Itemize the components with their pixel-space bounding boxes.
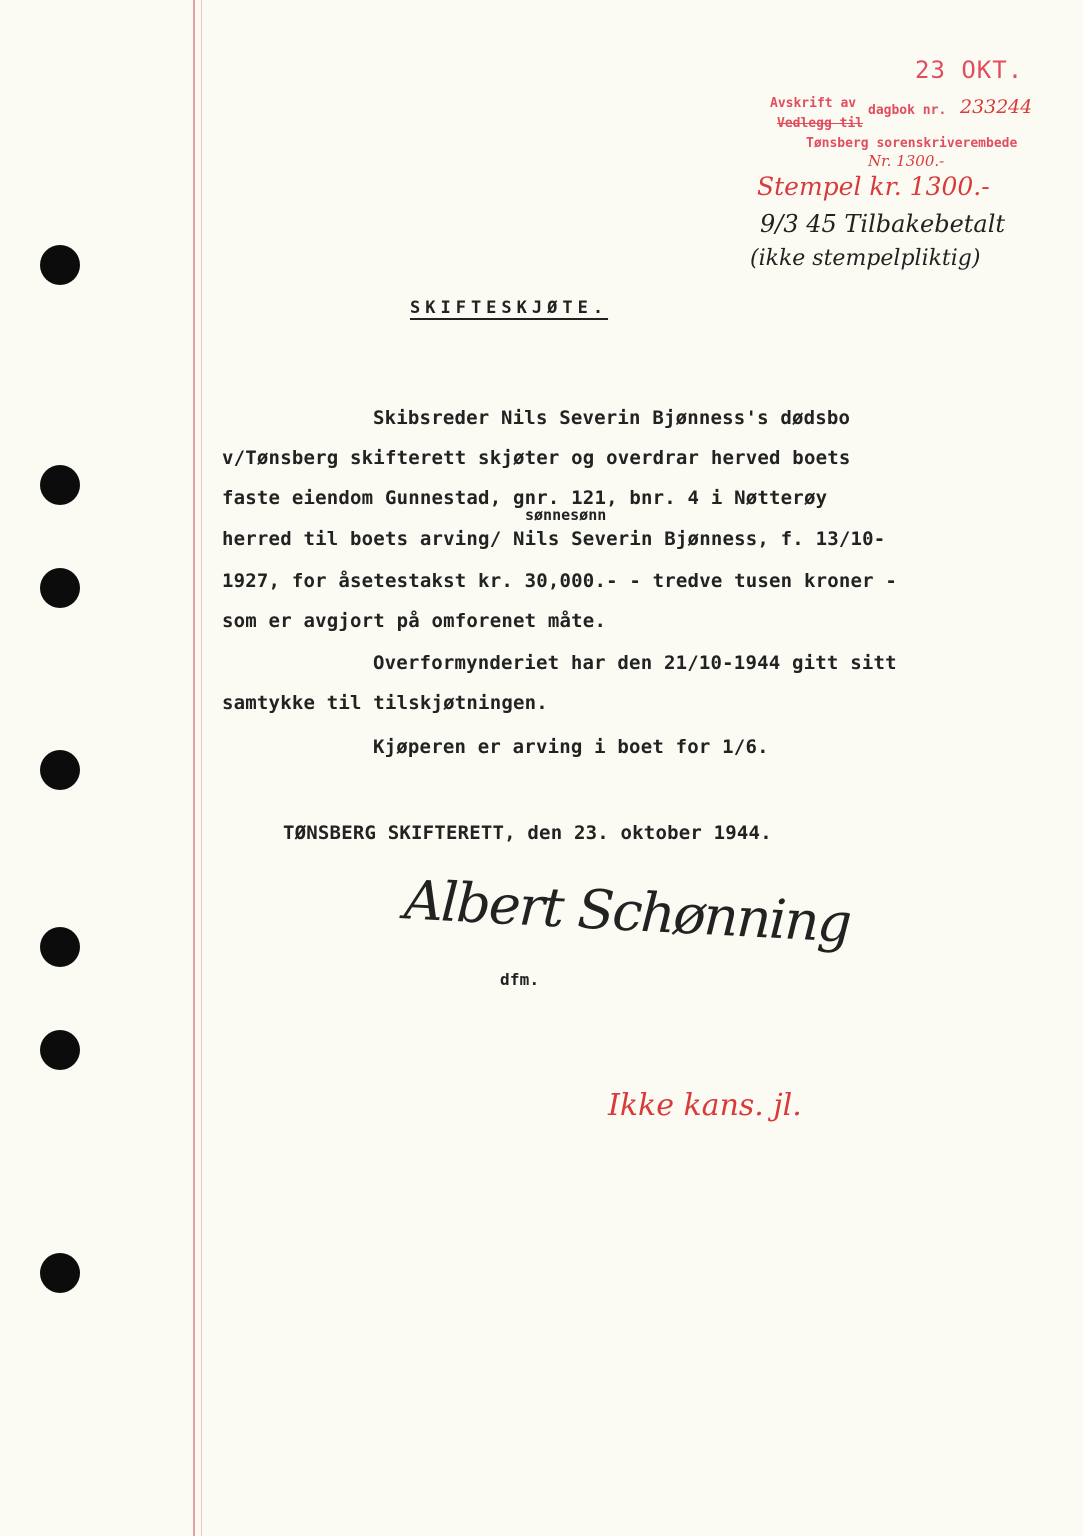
body-line: v/Tønsberg skifterett skjøter og overdrar herved boets	[222, 447, 851, 469]
margin-rule-secondary	[201, 0, 202, 1536]
signature-title: dfm.	[500, 970, 540, 989]
stamp-dagbok-year: 44	[1008, 96, 1033, 118]
punch-hole	[40, 1253, 80, 1293]
body-line: samtykke til tilskjøtningen.	[222, 692, 548, 714]
place-and-date: TØNSBERG SKIFTERETT, den 23. oktober 1944.	[283, 822, 772, 844]
insertion-text: sønnesønn	[525, 506, 607, 524]
punch-hole	[40, 927, 80, 967]
body-line: Overformynderiet har den 21/10-1944 gitt sitt	[373, 652, 897, 674]
body-line: Kjøperen er arving i boet for 1/6.	[373, 736, 769, 758]
stamp-fee-note: Stempel kr. 1300.-	[757, 172, 990, 201]
refund-note: 9/3 45 Tilbakebetalt	[760, 210, 1006, 238]
stamp-dagbok-number: 2332	[960, 96, 1009, 118]
signature: Albert Schønning	[402, 868, 852, 955]
stamp-line-avskrift: Avskrift av	[770, 96, 857, 111]
stamp-nr: Nr. 1300.-	[868, 152, 945, 170]
stamp-dagbok-label: dagbok nr.	[868, 103, 947, 118]
refund-note-detail: (ikke stempelpliktig)	[750, 246, 981, 271]
body-line: herred til boets arving/ Nils Severin Bjønness, f. 13/10-	[222, 528, 886, 550]
body-line: 1927, for åsetestakst kr. 30,000.- - tredve tusen kroner -	[222, 570, 898, 592]
body-line: Skibsreder Nils Severin Bjønness's dødsbo	[373, 407, 851, 429]
received-date-stamp: 23 OKT.	[915, 56, 1024, 84]
punch-hole	[40, 245, 80, 285]
body-line: som er avgjort på omforenet måte.	[222, 610, 607, 632]
stamp-line-vedlegg: Vedlegg til	[777, 116, 864, 131]
punch-hole	[40, 465, 80, 505]
punch-hole	[40, 1030, 80, 1070]
document-title: SKIFTESKJØTE.	[410, 298, 609, 318]
punch-hole	[40, 568, 80, 608]
punch-hole	[40, 750, 80, 790]
registry-note: Ikke kans. jl.	[608, 1088, 802, 1123]
margin-rule	[193, 0, 195, 1536]
body-line: faste eiendom Gunnestad, gnr. 121, bnr. 4 i Nøtterøy	[222, 487, 828, 509]
stamp-court-name: Tønsberg sorenskriverembede	[806, 136, 1018, 151]
